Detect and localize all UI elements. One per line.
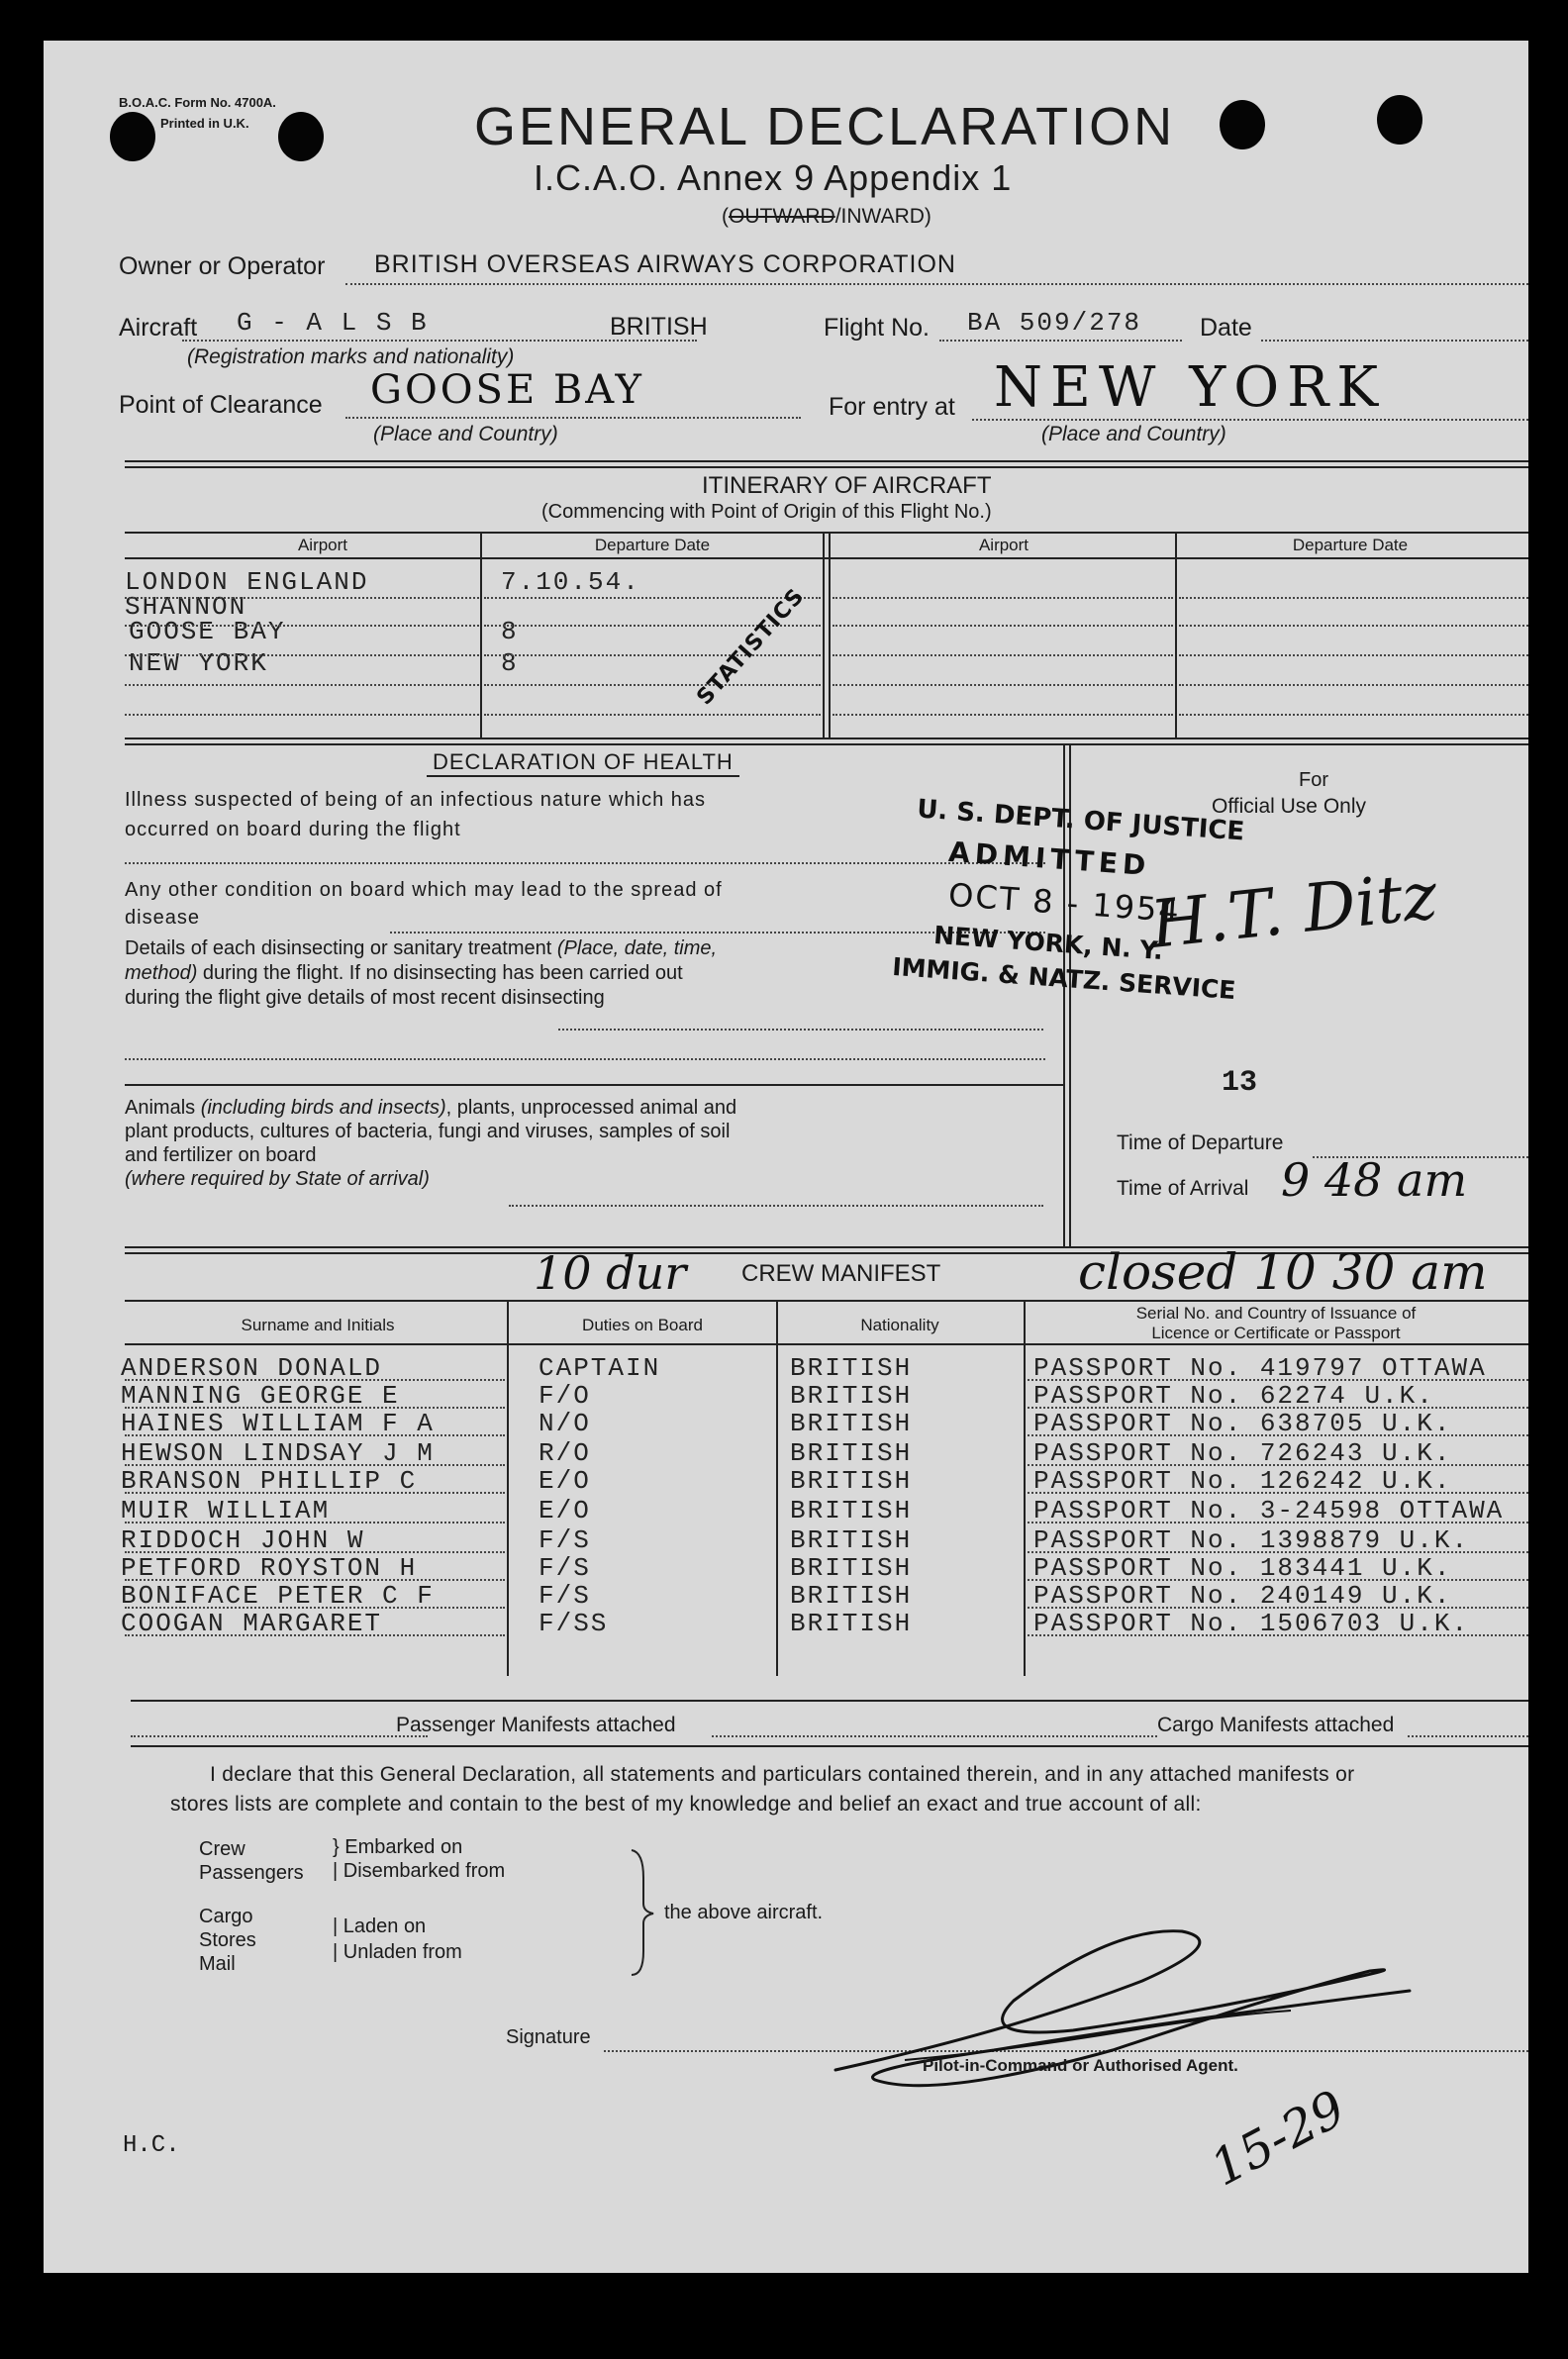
page-title: GENERAL DECLARATION xyxy=(474,97,1176,156)
printed-note: Printed in U.K. xyxy=(160,116,249,131)
crew-duty: R/O xyxy=(539,1438,591,1468)
col-airport: Airport xyxy=(297,536,348,554)
direction-struck: OUTWARD xyxy=(729,205,835,228)
crew-duty: CAPTAIN xyxy=(539,1353,661,1383)
crew-nationality: BRITISH xyxy=(790,1438,913,1468)
crew-nationality: BRITISH xyxy=(790,1496,913,1525)
crew-name: BONIFACE PETER C F xyxy=(121,1581,435,1611)
owner-label: Owner or Operator xyxy=(119,252,326,280)
decl-mail: Mail xyxy=(199,1953,236,1975)
declaration-text-2: stores lists are complete and contain to the best of my knowledge and belief an exact and true account of all: xyxy=(170,1793,1202,1816)
health-title: DECLARATION OF HEALTH xyxy=(427,749,739,777)
col-nationality: Nationality xyxy=(860,1316,939,1334)
decl-crew: Crew xyxy=(199,1838,245,1860)
health-q3: Details of each disinsecting or sanitary treatment (Place, date, time, method) during the flight. If no disinsecting has been carried out during the flight give details of most recent disinsecting xyxy=(125,937,718,1009)
itinerary-row: NEW YORK 8 xyxy=(129,648,519,678)
itinerary-row: LONDON ENGLAND 7.10.54. xyxy=(125,567,640,597)
health-q2: Any other condition on board which may lead to the spread of disease xyxy=(125,879,723,929)
decl-stores: Stores xyxy=(199,1929,256,1951)
crew-duty: E/O xyxy=(539,1496,591,1525)
immigration-stamp-place: NEW YORK, N. Y. xyxy=(932,920,1164,966)
departure-time-label: Time of Departure xyxy=(1117,1131,1284,1154)
punch-hole-left-2 xyxy=(278,112,324,161)
crew-nationality: BRITISH xyxy=(790,1466,913,1496)
aircraft-label: Aircraft xyxy=(119,314,198,342)
clearance-value: GOOSE BAY xyxy=(370,367,644,413)
flight-label: Flight No. xyxy=(824,314,930,342)
crew-row xyxy=(44,1609,1528,1638)
decl-unladen: | Unladen from xyxy=(333,1941,462,1963)
crew-name: PETFORD ROYSTON H xyxy=(121,1553,418,1583)
crew-duty: F/SS xyxy=(539,1609,609,1638)
statistics-stamp: STATISTICS xyxy=(692,583,810,711)
col-surname: Surname and Initials xyxy=(241,1316,395,1334)
clearance-note: (Place and Country) xyxy=(373,423,558,445)
declaration-text-1: I declare that this General Declaration, all statements and particulars contained therein, and in any attached manifests or xyxy=(210,1763,1355,1786)
col-serial: Serial No. and Country of Issuance of Licence or Certificate or Passport xyxy=(1135,1304,1417,1342)
col-departure-date-2: Departure Date xyxy=(1292,536,1409,554)
crew-nationality: BRITISH xyxy=(790,1409,913,1438)
form-number: B.O.A.C. Form No. 4700A. xyxy=(119,95,276,110)
clearance-label: Point of Clearance xyxy=(119,391,323,419)
entry-label: For entry at xyxy=(829,393,955,421)
crew-name: RIDDOCH JOHN W xyxy=(121,1525,365,1555)
page-number-note: 15-29 xyxy=(1201,2079,1355,2198)
itinerary-row: SHANNON xyxy=(125,592,247,622)
immigration-stamp-line2: ADMITTED xyxy=(947,835,1152,883)
signature-label: Signature xyxy=(506,2026,591,2048)
declaration-brace xyxy=(628,1848,657,1977)
punch-hole-right-2 xyxy=(1377,95,1422,145)
crew-row xyxy=(44,1438,1528,1468)
official-signature: H.T. Ditz xyxy=(1146,857,1441,963)
itinerary-subtitle: (Commencing with Point of Origin of this Flight No.) xyxy=(541,501,992,523)
crew-passport: PASSPORT No. 1398879 U.K. xyxy=(1033,1525,1470,1555)
crew-row xyxy=(44,1581,1528,1611)
crew-passport: PASSPORT No. 726243 U.K. xyxy=(1033,1438,1452,1468)
crew-duty: N/O xyxy=(539,1409,591,1438)
entry-value: NEW YORK xyxy=(994,355,1387,420)
decl-disembarked: | Disembarked from xyxy=(333,1860,506,1882)
col-airport-2: Airport xyxy=(978,536,1029,554)
crew-name: BRANSON PHILLIP C xyxy=(121,1466,418,1496)
signer-caption: Pilot-in-Command or Authorised Agent. xyxy=(923,2056,1238,2075)
crew-duty: F/O xyxy=(539,1381,591,1411)
official-for: For xyxy=(1299,769,1328,791)
crew-row xyxy=(44,1525,1528,1555)
crew-passport: PASSPORT No. 638705 U.K. xyxy=(1033,1409,1452,1438)
document-sheet xyxy=(44,41,1528,2273)
arrival-time-value: 9 48 am xyxy=(1281,1153,1468,1207)
crew-name: COOGAN MARGARET xyxy=(121,1609,383,1638)
crew-row xyxy=(44,1353,1528,1383)
arrival-time-label: Time of Arrival xyxy=(1117,1177,1249,1200)
crew-name: HEWSON LINDSAY J M xyxy=(121,1438,435,1468)
aircraft-registration: G - A L S B xyxy=(237,308,429,338)
entry-note: (Place and Country) xyxy=(1041,423,1226,445)
page-subtitle: I.C.A.O. Annex 9 Appendix 1 xyxy=(534,157,1013,198)
decl-laden: | Laden on xyxy=(333,1916,427,1937)
decl-cargo: Cargo xyxy=(199,1906,253,1927)
crew-name: MUIR WILLIAM xyxy=(121,1496,331,1525)
crew-nationality: BRITISH xyxy=(790,1609,913,1638)
crew-row xyxy=(44,1409,1528,1438)
crew-passport: PASSPORT No. 419797 OTTAWA xyxy=(1033,1353,1487,1383)
crew-note-right: closed 10 30 am xyxy=(1078,1243,1488,1301)
crew-title: CREW MANIFEST xyxy=(741,1260,941,1287)
health-q4: Animals (including birds and insects), plants, unprocessed animal and plant products, cultures of bacteria, fungi and viruses, samples of soil and fertilizer on board (where required by State of arrival) xyxy=(125,1097,737,1190)
initials-note: H.C. xyxy=(123,2132,180,2159)
itinerary-title: ITINERARY OF AIRCRAFT xyxy=(702,472,992,499)
crew-passport: PASSPORT No. 183441 U.K. xyxy=(1033,1553,1452,1583)
crew-row xyxy=(44,1466,1528,1496)
crew-row xyxy=(44,1496,1528,1525)
crew-passport: PASSPORT No. 3-24598 OTTAWA xyxy=(1033,1496,1505,1525)
registration-note: (Registration marks and nationality) xyxy=(187,345,515,368)
owner-value: BRITISH OVERSEAS AIRWAYS CORPORATION xyxy=(374,250,956,278)
crew-nationality: BRITISH xyxy=(790,1553,913,1583)
punch-hole-left xyxy=(110,112,155,161)
crew-name: ANDERSON DONALD xyxy=(121,1353,383,1383)
crew-nationality: BRITISH xyxy=(790,1381,913,1411)
direction-note: (OUTWARD/INWARD) xyxy=(722,205,931,228)
crew-duty: F/S xyxy=(539,1581,591,1611)
crew-nationality: BRITISH xyxy=(790,1581,913,1611)
official-count: 13 xyxy=(1222,1066,1258,1100)
crew-duty: F/S xyxy=(539,1525,591,1555)
itinerary-row: GOOSE BAY 8 xyxy=(129,617,519,646)
crew-name: MANNING GEORGE E xyxy=(121,1381,400,1411)
crew-name: HAINES WILLIAM F A xyxy=(121,1409,435,1438)
immigration-stamp-date: OCT 8 - 1954 xyxy=(946,875,1182,931)
decl-above-aircraft: the above aircraft. xyxy=(664,1902,824,1923)
crew-row xyxy=(44,1381,1528,1411)
crew-nationality: BRITISH xyxy=(790,1353,913,1383)
col-duties: Duties on Board xyxy=(582,1316,703,1334)
decl-passengers: Passengers xyxy=(199,1862,304,1884)
crew-passport: PASSPORT No. 1506703 U.K. xyxy=(1033,1609,1470,1638)
passenger-manifests-label: Passenger Manifests attached xyxy=(396,1714,676,1736)
col-departure-date: Departure Date xyxy=(594,536,711,554)
crew-duty: F/S xyxy=(539,1553,591,1583)
punch-hole-right xyxy=(1220,100,1265,149)
cargo-manifests-label: Cargo Manifests attached xyxy=(1157,1714,1395,1736)
health-q1: Illness suspected of being of an infectious nature which has occurred on board during the flight xyxy=(125,789,706,840)
crew-passport: PASSPORT No. 240149 U.K. xyxy=(1033,1581,1452,1611)
immigration-stamp-service: IMMIG. & NATZ. SERVICE xyxy=(891,951,1237,1006)
decl-embarked: } Embarked on xyxy=(333,1836,463,1858)
immigration-stamp-line1: U. S. DEPT. OF JUSTICE xyxy=(916,794,1246,847)
crew-duty: E/O xyxy=(539,1466,591,1496)
crew-passport: PASSPORT No. 126242 U.K. xyxy=(1033,1466,1452,1496)
date-label: Date xyxy=(1200,314,1252,342)
official-use-only: Official Use Only xyxy=(1212,795,1366,818)
crew-nationality: BRITISH xyxy=(790,1525,913,1555)
aircraft-nationality: BRITISH xyxy=(610,313,708,341)
flight-number: BA 509/278 xyxy=(967,308,1142,338)
crew-passport: PASSPORT No. 62274 U.K. xyxy=(1033,1381,1434,1411)
crew-note-left: 10 dur xyxy=(534,1246,687,1300)
crew-row xyxy=(44,1553,1528,1583)
